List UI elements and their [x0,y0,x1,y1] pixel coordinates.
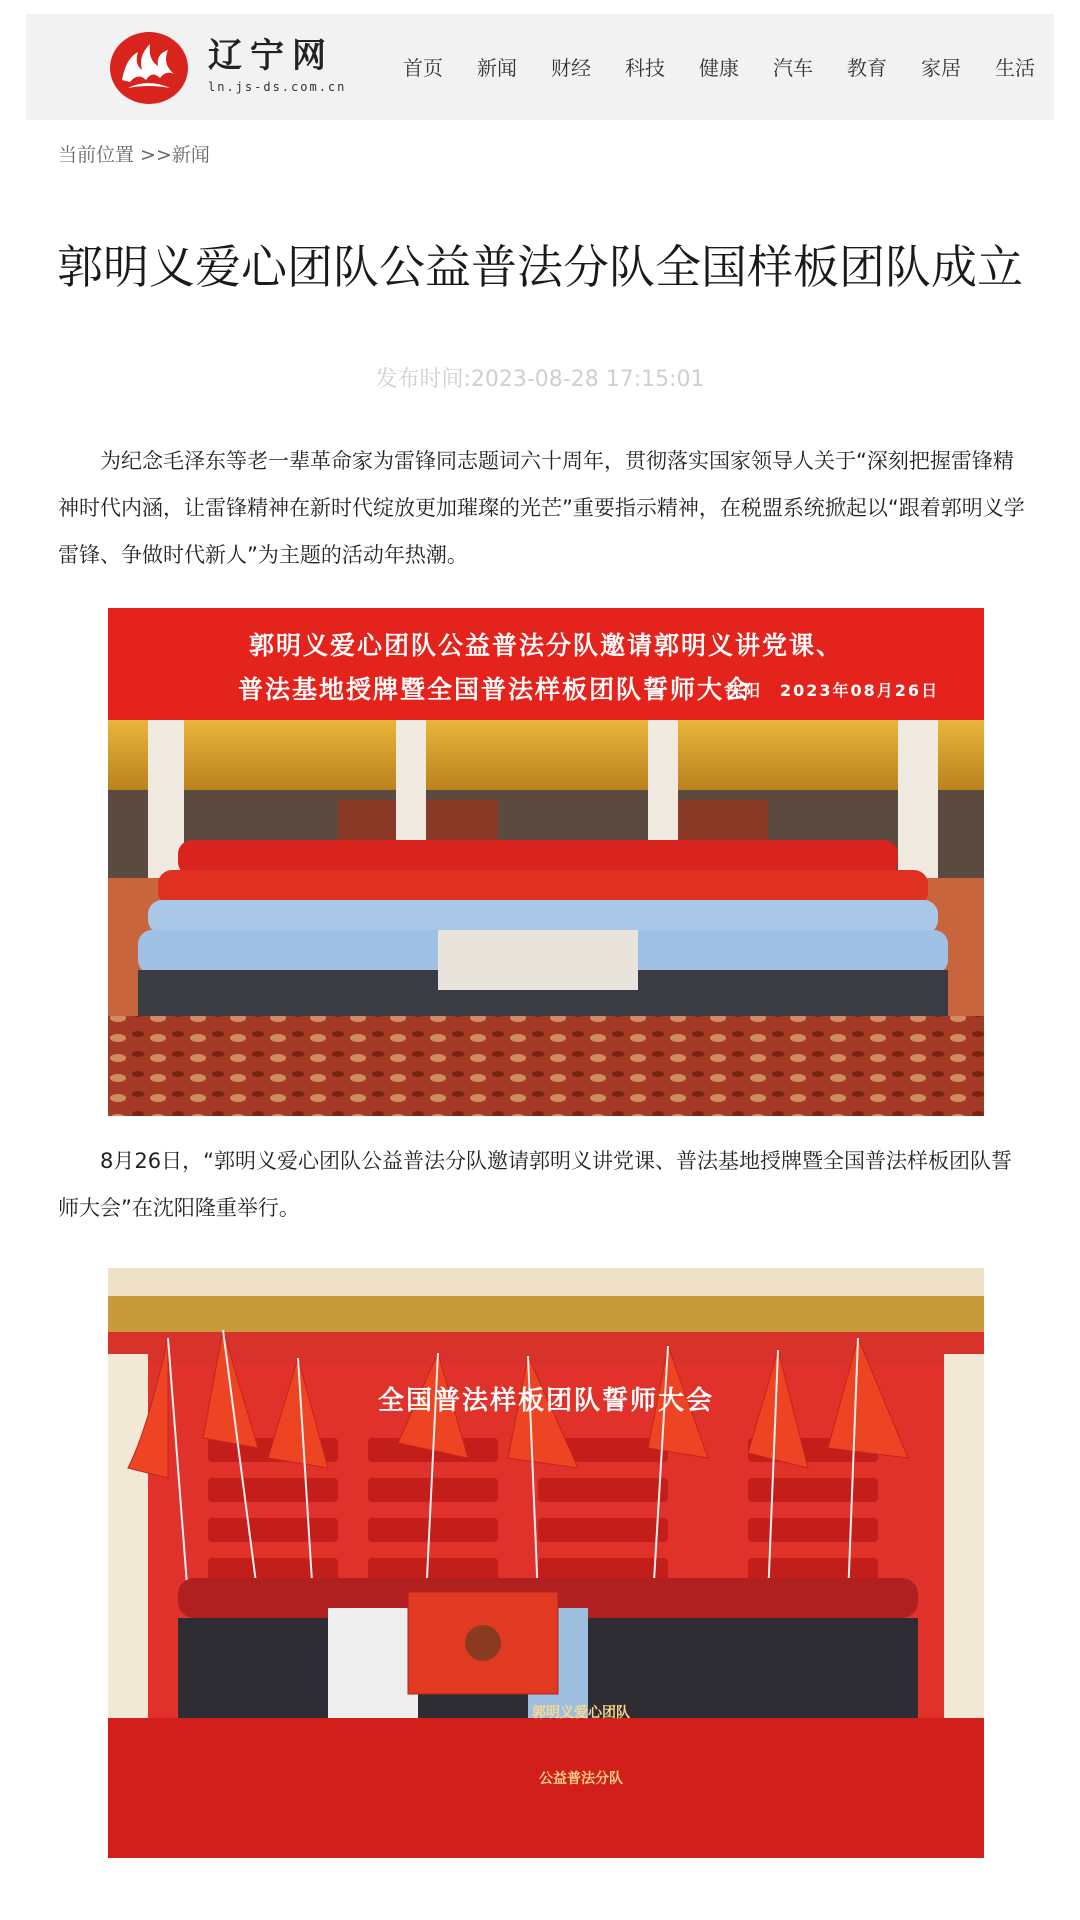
nav-item-finance[interactable]: 财经 [551,56,591,80]
nav-item-home[interactable]: 首页 [403,56,443,80]
nav-item-life[interactable]: 生活 [995,56,1035,80]
site-logo-text[interactable] [208,36,388,94]
publish-time: 发布时间:2023-08-28 17:15:01 [375,367,705,392]
ceremony-banner: 全国普法样板团队誓师大会 [378,1386,715,1416]
group-photo-banner [108,608,984,720]
site-header [26,14,1054,120]
logo-domain: ln.js-ds.com.cn [208,80,347,94]
nav-item-home-living[interactable]: 家居 [921,56,961,80]
nav-item-news[interactable]: 新闻 [477,56,517,80]
breadcrumb[interactable]: 当前位置 >>新闻 [58,144,210,166]
team-flag-line-2: 公益普法分队 [539,1771,623,1787]
team-flag [506,1692,656,1794]
main-nav [386,52,1052,81]
nav-item-tech[interactable]: 科技 [625,56,665,80]
ceremony-photo [108,1268,984,1858]
nav-item-auto[interactable]: 汽车 [773,56,813,80]
team-flag-line-1: 郭明义爱心团队 [532,1705,630,1721]
nav-item-education[interactable]: 教育 [847,56,887,80]
banner-place-date: 沈阳 2023年08月26日 [726,681,940,700]
nav-item-health[interactable]: 健康 [699,56,739,80]
site-logo-icon[interactable] [108,30,190,106]
article-title: 郭明义爱心团队公益普法分队全国样板团队成立 [57,239,1023,294]
article-paragraph-2: 8月26日，“郭明义爱心团队公益普法分队邀请郭明义讲党课、普法基地授牌暨全国普法样板团队誓师大会”在沈阳隆重举行。 [58,1149,1012,1220]
banner-line-2: 普法基地授牌暨全国普法样板团队誓师大会 [238,675,752,704]
group-photo [108,608,984,1116]
article-paragraph-1: 为纪念毛泽东等老一辈革命家为雷锋同志题词六十周年，贯彻落实国家领导人关于“深刻把握雷锋精神时代内涵，让雷锋精神在新时代绽放更加璀璨的光芒”重要指示精神，在税盟系统掀起以“跟着郭明义学雷锋、争做时代新人”为主题的活动年热潮。 [58,449,1025,567]
logo-title: 辽宁网 [208,36,334,76]
people-rows [138,840,948,1016]
banner-line-1: 郭明义爱心团队公益普法分队邀请郭明义讲党课、 [248,631,843,660]
